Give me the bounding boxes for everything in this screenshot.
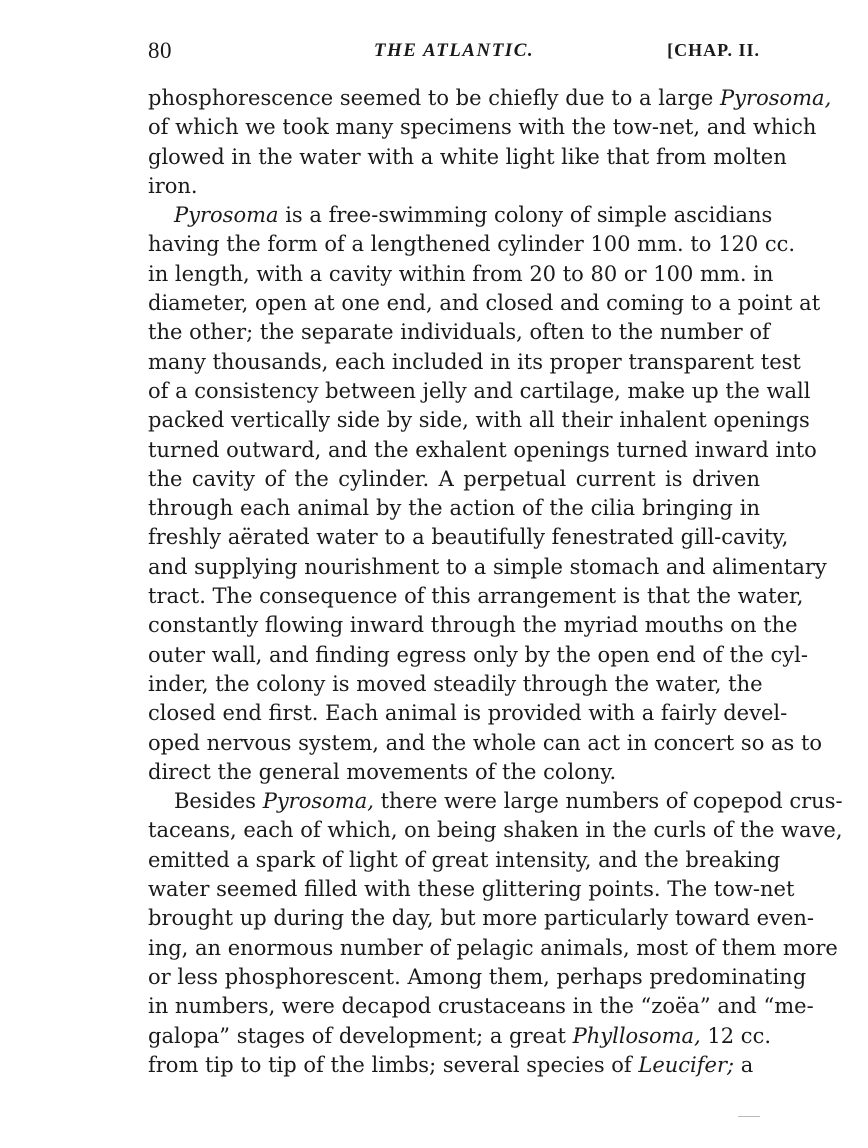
- text-line: water seemed filled with these glittering points. The tow-net: [148, 877, 795, 902]
- text-line: ing, an enormous number of pelagic animals, most of them more: [148, 935, 838, 960]
- text-line: diameter, open at one end, and closed and coming to a point at: [148, 291, 821, 316]
- text-line: turned outward, and the exhalent openings turned inward into: [148, 437, 817, 462]
- text-line: taceans, each of which, on being shaken in the curls of the wave,: [148, 818, 843, 843]
- running-title: THE ATLANTIC.: [373, 40, 535, 61]
- text-line: through each animal by the action of the cilia bringing in: [148, 496, 760, 521]
- text-line: in length, with a cavity within from 20 to 80 or 100 mm. in: [148, 261, 774, 286]
- text-line: phosphorescence seemed to be chiefly due to a large Pyrosoma,: [148, 86, 832, 110]
- text-line: having the form of a lengthened cylinder 100 mm. to 120 cc.: [148, 232, 796, 257]
- text-line: inder, the colony is moved steadily through the water, the: [148, 671, 763, 696]
- text-line: freshly aërated water to a beautifully fenestrated gill-cavity,: [148, 525, 789, 550]
- text-line: Pyrosoma is a free-swimming colony of simple ascidians: [174, 203, 773, 228]
- chapter-label: [CHAP. II.: [667, 40, 760, 60]
- text-line: constantly flowing inward through the myriad mouths on the: [148, 613, 798, 638]
- text-line: of a consistency between jelly and cartilage, make up the wall: [148, 378, 811, 403]
- text-line: outer wall, and finding egress only by the open end of the cyl-: [148, 642, 808, 667]
- text-line: or less phosphorescent. Among them, perhaps predominating: [148, 964, 807, 989]
- text-line: packed vertically side by side, with all their inhalent openings: [148, 408, 810, 433]
- text-line: oped nervous system, and the whole can act in concert so as to: [148, 730, 823, 755]
- text-line: many thousands, each included in its proper transparent test: [148, 349, 801, 374]
- text-line: glowed in the water with a white light like that from molten: [148, 144, 787, 169]
- text-line: of which we took many specimens with the tow-net, and which: [148, 115, 817, 140]
- text-line: brought up during the day, but more particularly toward even-: [148, 906, 815, 931]
- text-line: emitted a spark of light of great intensity, and the breaking: [148, 847, 781, 872]
- text-line: iron.: [148, 173, 198, 198]
- text-line: tract. The consequence of this arrangement is that the water,: [148, 584, 804, 609]
- body-text: [148, 84, 843, 1080]
- page-header: [148, 38, 760, 68]
- text-line: the cavity of the cylinder. A perpetual current is driven: [148, 466, 760, 491]
- text-line: galopa” stages of development; a great Phyllosoma, 12 cc.: [148, 1023, 772, 1048]
- page-edge-mark: [738, 1116, 760, 1117]
- text-line: in numbers, were decapod crustaceans in the “zoëa” and “me-: [148, 994, 814, 1019]
- text-line: the other; the separate individuals, often to the number of: [148, 320, 770, 345]
- text-line: and supplying nourishment to a simple stomach and alimentary: [148, 554, 827, 579]
- text-line: closed end first. Each animal is provided with a fairly devel-: [148, 701, 788, 726]
- text-line: Besides Pyrosoma, there were large numbers of copepod crus-: [174, 789, 843, 814]
- page-number: 80: [148, 38, 172, 63]
- text-line: from tip to tip of the limbs; several species of Leucifer; a: [148, 1052, 754, 1077]
- text-line: direct the general movements of the colony.: [148, 759, 617, 784]
